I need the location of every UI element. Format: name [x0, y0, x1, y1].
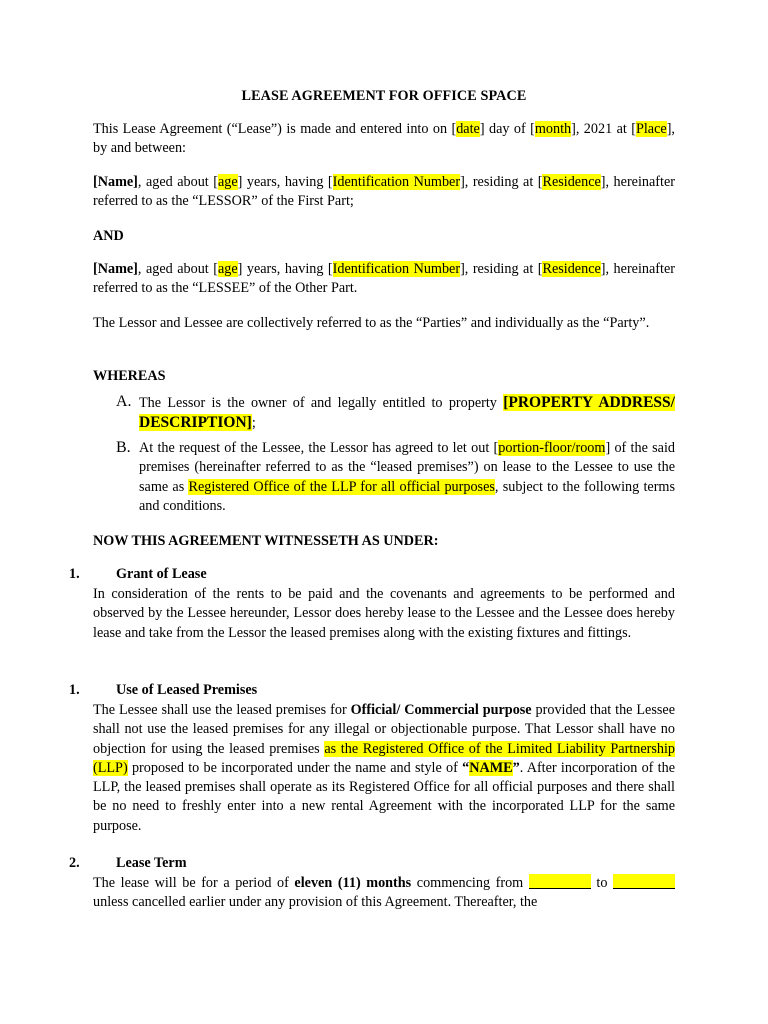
property-placeholder: [PROPERTY ADDRESS/ DESCRIPTION]: [139, 394, 675, 432]
lessor-name-placeholder: [Name]: [93, 174, 138, 190]
section-2-number: 1.: [69, 682, 80, 698]
whereas-heading: WHEREAS: [93, 368, 166, 384]
month-placeholder: month: [534, 121, 572, 137]
portion-placeholder: portion-floor/room: [498, 440, 606, 456]
section-3-heading: Lease Term: [116, 855, 187, 871]
start-date-blank: [529, 874, 591, 889]
registered-office-highlight: as the Registered Office of the Limited Liability Partnership (LLP): [93, 740, 675, 776]
date-placeholder: date: [456, 121, 480, 137]
end-date-blank: [613, 874, 675, 889]
lessee-paragraph: [Name], aged about [age] years, having [Identification Number], residing at [Residence], hereinafter referred to as the “LESSEE” of the Other Part.: [93, 261, 675, 297]
document-page: LEASE AGREEMENT FOR OFFICE SPACE This Lease Agreement (“Lease”) is made and entered into on [date] day of [month], 2021 at [Place], by and between: [Name], aged about [age] years, having [Identification Number], residing at [Residence], hereinafter referred to as the “LESSOR” of the First Part; AND [Name], aged about [age] years, having [Identification Number], residing at [Residence], hereinafter referred to as the “LESSEE” of the Other Part. The Lessor and Lessee are collectively referred to as the “Parties” and individually as the “Party”. WHEREAS A. The Lessor is the owner of and legally entitled to property [PROPERTY ADDRESS/ DESCRIPTION]; B. At the request of the Lessee, the Lessor has agreed to let out [portion-floor/room] of the said premises (hereinafter referred to as the “leased premises”) on lease to the Lessee to use the same as Registered Office of the LLP for all official purposes, subject to the following terms and conditions. NOW THIS AGREEMENT WITNESSETH AS UNDER: 1. Grant of Lease In consideration of the rents to be paid and the covenants and agreements to be performed and observed by the Lessee hereunder, Lessor does hereby lease to the Lessee and the Lessee does hereby lease and take from the Lessor the leased premises along with the existing fixtures and fittings. 1. Use of Leased Premises The Lessee shall use the leased premises for Official/ Commercial purpose provided that the Lessee shall not use the leased premises for any illegal or objectionable purpose. That Lessor shall have no objection for using the leased premises as the Registered Office of the Limited Liability Partnership (LLP) proposed to be incorporated under the name and style of “NAME”. After incorporation of the LLP, the leased premises shall operate as its Registered Office for all official purposes and there shall be no need to freshly enter into a new rental Agreement with the incorporated LLP for the same purpose. 2. Lease Term The lease will be for a period of eleven (11) months commencing from to unless cancelled earlier under any provision of this Agreement. Thereafter, the: [0, 0, 768, 1024]
witness-heading: NOW THIS AGREEMENT WITNESSETH AS UNDER:: [93, 533, 439, 549]
parties-paragraph: The Lessor and Lessee are collectively referred to as the “Parties” and individually as the “Party”.: [93, 315, 650, 331]
and-heading: AND: [93, 228, 124, 244]
intro-paragraph: This Lease Agreement (“Lease”) is made and entered into on [date] day of [month], 2021 at [Place], by and between:: [93, 121, 675, 157]
llp-name-placeholder: NAME: [469, 759, 513, 776]
section-1-heading: Grant of Lease: [116, 566, 207, 582]
document-title: LEASE AGREEMENT FOR OFFICE SPACE: [241, 88, 527, 104]
section-3-body: The lease will be for a period of eleven (11) months commencing from to unless cancelled earlier under any provision of this Agreement. Thereafter, the: [93, 874, 675, 913]
place-placeholder: Place: [635, 121, 667, 137]
purpose-placeholder: Registered Office of the LLP for all official purposes: [188, 478, 495, 495]
section-3-number: 2.: [69, 855, 80, 871]
section-2-heading: Use of Leased Premises: [116, 682, 258, 698]
lessor-paragraph: [Name], aged about [age] years, having [Identification Number], residing at [Residence], hereinafter referred to as the “LESSOR” of the First Part;: [93, 174, 675, 210]
section-2-body: The Lessee shall use the leased premises for Official/ Commercial purpose provided that the Lessee shall not use the leased premises for any illegal or objectionable purpose. That Lessor shall have no objection for using the leased premises as the Registered Office of the Limited Liability Partnership (LLP) proposed to be incorporated under the name and style of “NAME”. After incorporation of the LLP, the leased premises shall operate as its Registered Office for all official purposes and there shall be no need to freshly enter into a new rental Agreement with the incorporated LLP for the same purpose.: [93, 702, 676, 834]
lease-period: eleven (11) months: [294, 875, 412, 891]
section-1-body: In consideration of the rents to be paid and the covenants and agreements to be performed and observed by the Lessee hereunder, Lessor does hereby lease to the Lessee and the Lessee does hereby lease and take from the Lessor the leased premises along with the existing fixtures and fittings.: [93, 586, 675, 641]
lessee-name-placeholder: [Name]: [93, 261, 138, 277]
section-1-number: 1.: [69, 566, 80, 582]
official-purpose: Official/ Commercial purpose: [350, 702, 532, 718]
